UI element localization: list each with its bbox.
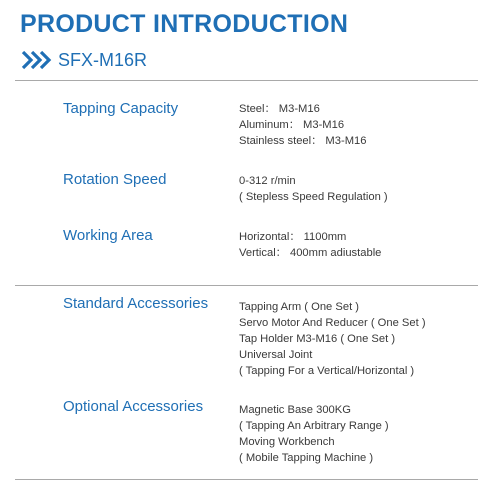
spec-value: Horizontal： 1100mm xyxy=(239,231,347,243)
accessory-values-optional xyxy=(239,402,389,466)
divider-bottom xyxy=(15,479,478,480)
accessory-item: ( Mobile Tapping Machine ) xyxy=(239,452,374,464)
spec-value: Stainless steel： M3-M16 xyxy=(239,135,367,147)
divider-top xyxy=(15,80,478,81)
spec-label-rotation-speed: Rotation Speed xyxy=(63,171,167,188)
spec-value: Aluminum： M3-M16 xyxy=(239,119,345,131)
accessory-item: Universal Joint xyxy=(239,349,313,361)
accessory-label-optional: Optional Accessories xyxy=(63,398,204,415)
spec-value: Steel： M3-M16 xyxy=(239,103,320,115)
accessory-item: Magnetic Base 300KG xyxy=(239,404,351,416)
spec-value: 0-312 r/min xyxy=(239,175,296,187)
divider-middle xyxy=(15,285,478,286)
accessory-item: ( Tapping For a Vertical/Horizontal ) xyxy=(239,365,415,377)
model-heading xyxy=(20,47,147,73)
page-title: PRODUCT INTRODUCTION xyxy=(20,10,349,38)
model-name: SFX-M16R xyxy=(58,50,148,70)
accessory-item: Tap Holder M3-M16 ( One Set ) xyxy=(239,333,396,345)
spec-values-tapping-capacity xyxy=(239,101,366,149)
spec-value: ( Stepless Speed Regulation ) xyxy=(239,191,388,203)
spec-values-working-area xyxy=(239,229,381,261)
accessory-item: Servo Motor And Reducer ( One Set ) xyxy=(239,317,426,329)
accessory-item: Tapping Arm ( One Set ) xyxy=(239,301,360,313)
accessory-values-standard xyxy=(239,299,426,379)
spec-label-tapping-capacity: Tapping Capacity xyxy=(63,100,179,117)
double-chevron-right-icon xyxy=(20,49,52,71)
spec-values-rotation-speed xyxy=(239,173,388,205)
accessory-item: ( Tapping An Arbitrary Range ) xyxy=(239,420,389,432)
accessory-item: Moving Workbench xyxy=(239,436,335,448)
accessory-label-standard: Standard Accessories xyxy=(63,295,209,312)
spec-value: Vertical： 400mm adiustable xyxy=(239,247,382,259)
spec-label-working-area: Working Area xyxy=(63,227,153,244)
